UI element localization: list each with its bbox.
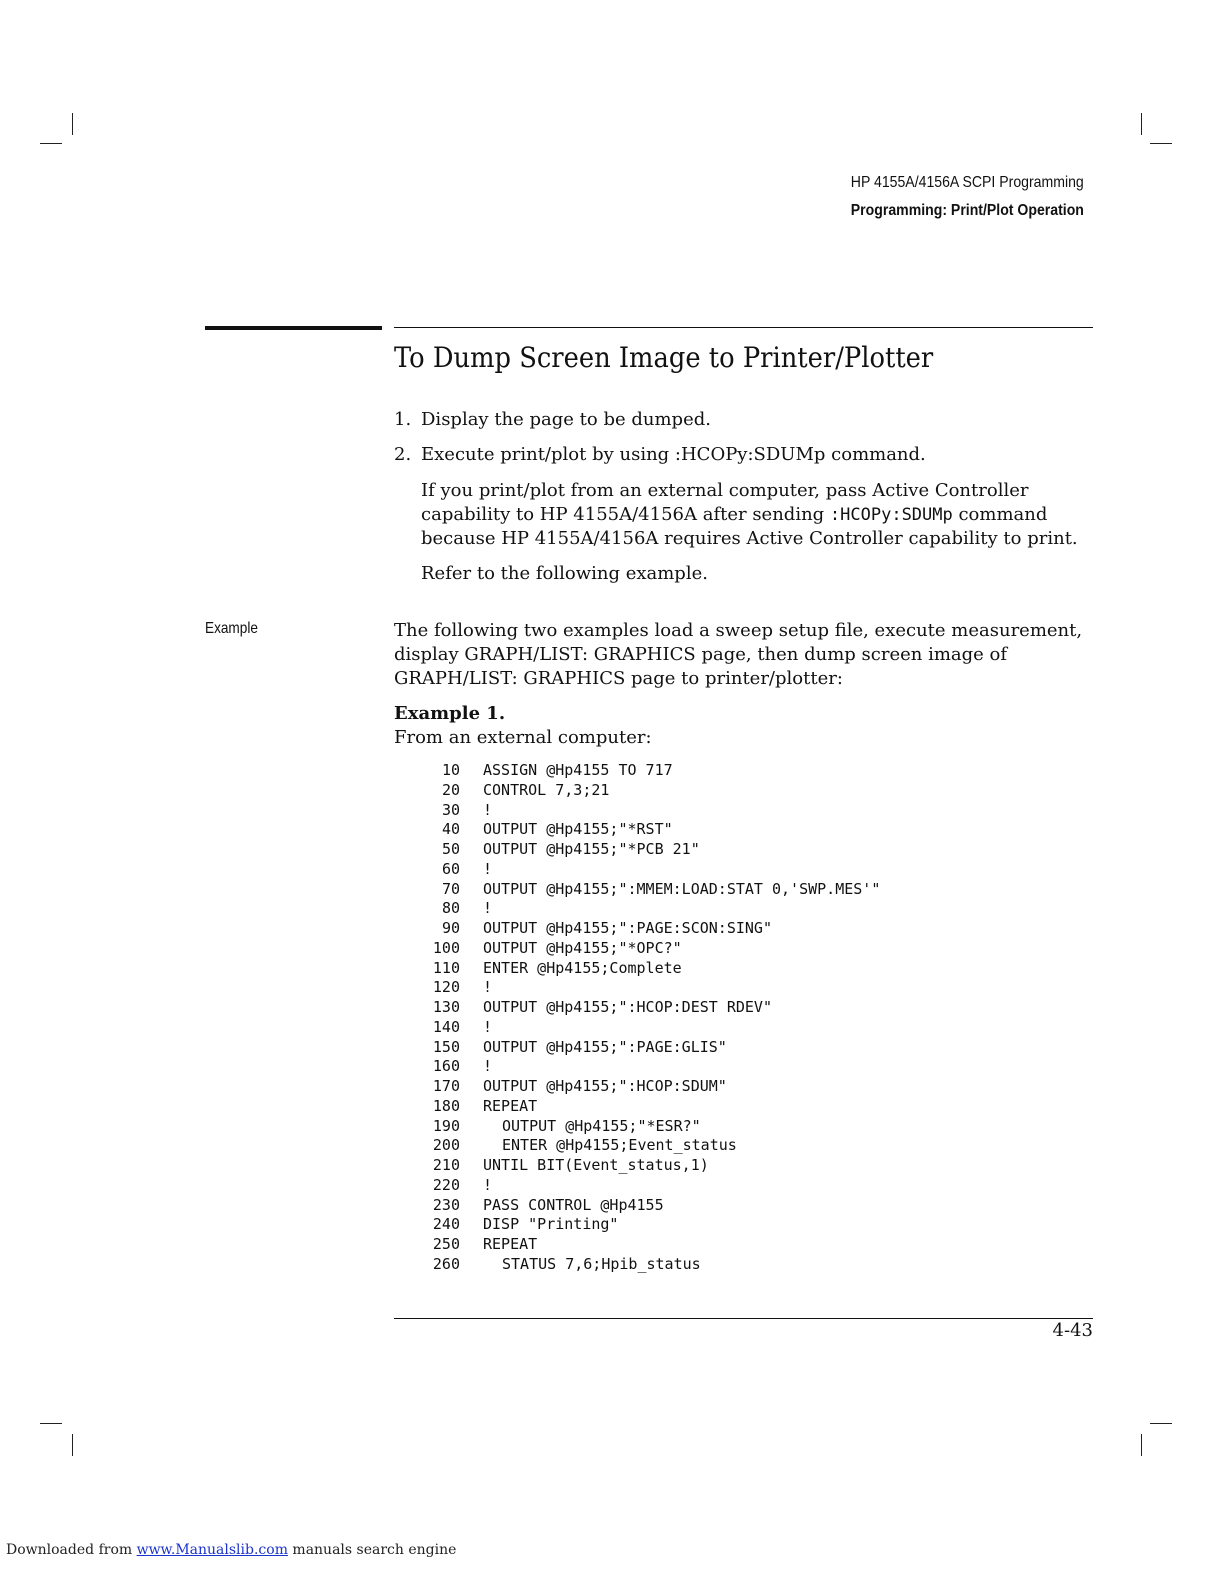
code-line-number: 200: [432, 1136, 460, 1155]
crop-mark-bottom-left-h: [40, 1423, 62, 1424]
footer-prefix: Downloaded from: [6, 1542, 137, 1558]
refer-paragraph: [421, 562, 1071, 586]
note-line: because HP 4155A/4156A requires Active Controller capability to print.: [421, 528, 1078, 549]
code-line-number: 40: [441, 820, 460, 839]
code-line-text: DISP "Printing": [483, 1215, 619, 1234]
example-intro-line: GRAPH/LIST: GRAPHICS page to printer/plotter:: [394, 668, 843, 689]
section-title: To Dump Screen Image to Printer/Plotter: [394, 341, 934, 374]
code-line-text: OUTPUT @Hp4155;":HCOP:DEST RDEV": [483, 998, 772, 1016]
code-line-number: 50: [441, 840, 460, 858]
code-line-text: UNTIL BIT(Event_status,1): [483, 1156, 709, 1174]
crop-mark-top-right-v: [1141, 113, 1142, 135]
code-line-text: OUTPUT @Hp4155;":PAGE:GLIS": [483, 1037, 727, 1056]
code-line-number: 20: [441, 780, 460, 799]
code-line-text: OUTPUT @Hp4155;"*RST": [483, 820, 673, 839]
note-line: [421, 503, 1071, 527]
code-line-text: PASS CONTROL @Hp4155: [483, 1195, 664, 1214]
code-line-number: 10: [441, 761, 460, 779]
code-line-text: CONTROL 7,3;21: [483, 780, 610, 799]
example-intro: [394, 619, 1082, 691]
code-line-number: 170: [432, 1077, 460, 1095]
code-line-number: 160: [432, 1057, 460, 1076]
step-text: Display the page to be dumped.: [421, 409, 711, 430]
code-line-number: 100: [432, 938, 460, 957]
code-line-number: 190: [432, 1116, 460, 1135]
code-line-number: 80: [441, 899, 460, 918]
section-rule-thin: [394, 327, 1093, 328]
crop-mark-bottom-left-v: [72, 1434, 73, 1456]
code-line-number: 120: [432, 978, 460, 997]
crop-mark-bottom-right-v: [1141, 1434, 1142, 1456]
code-line-text: REPEAT: [483, 1235, 538, 1253]
code-line-text: OUTPUT @Hp4155;"*OPC?": [483, 938, 682, 957]
step-number: 2.: [394, 444, 412, 465]
example-subheading: From an external computer:: [394, 727, 652, 748]
code-line-text: ASSIGN @Hp4155 TO 717: [483, 761, 673, 779]
code-line-text: ENTER @Hp4155;Event_status: [502, 1136, 737, 1155]
code-line-text: OUTPUT @Hp4155;"*ESR?": [502, 1116, 701, 1135]
code-line-number: 130: [432, 998, 460, 1016]
code-line-text: !: [483, 859, 493, 878]
code-line-number: 60: [441, 859, 460, 878]
code-line-number: 230: [432, 1195, 460, 1214]
code-line-number: 180: [432, 1096, 460, 1115]
code-line-text: REPEAT: [483, 1096, 538, 1115]
code-line-text: !: [483, 899, 493, 918]
code-line-text: !: [483, 1057, 493, 1076]
example-intro-line: The following two examples load a sweep setup file, execute measurement,: [394, 620, 1083, 641]
code-line-text: OUTPUT @Hp4155;":HCOP:SDUM": [483, 1077, 727, 1095]
code-line-text: !: [483, 978, 493, 997]
step-item: [0, 443, 1224, 467]
footer-rule: [394, 1318, 1093, 1319]
note-line: If you print/plot from an external computer, pass Active Controller: [421, 480, 1029, 501]
code-line-number: 220: [432, 1175, 460, 1194]
footer-suffix: manuals search engine: [287, 1542, 457, 1558]
code-line-number: 150: [432, 1037, 460, 1056]
code-line-number: 90: [441, 919, 460, 937]
code-line-number: 260: [432, 1254, 460, 1273]
note-text: capability to HP 4155A/4156A after sending: [421, 504, 830, 525]
example-heading: Example 1.: [394, 703, 506, 724]
step-item: [0, 408, 1224, 432]
inline-code: :HCOPy:SDUMp: [829, 505, 953, 525]
code-line-text: ENTER @Hp4155;Complete: [483, 958, 682, 977]
crop-mark-top-left-v: [72, 113, 73, 135]
example-side-label: Example: [205, 620, 258, 637]
page-number: 4-43: [1052, 1320, 1093, 1341]
code-line-number: 110: [432, 958, 460, 977]
code-line-text: OUTPUT @Hp4155;"*PCB 21": [483, 840, 700, 858]
example-intro-line: display GRAPH/LIST: GRAPHICS page, then dump screen image of: [394, 644, 1008, 665]
step-number: 1.: [394, 409, 412, 430]
code-line-text: STATUS 7,6;Hpib_status: [502, 1254, 701, 1273]
code-line-text: !: [483, 1017, 493, 1036]
note-paragraph: [421, 479, 1078, 551]
running-header-title: HP 4155A/4156A SCPI Programming: [851, 174, 1084, 191]
code-line-number: 240: [432, 1215, 460, 1234]
code-line-number: 30: [441, 800, 460, 819]
code-line-number: 210: [432, 1156, 460, 1174]
section-rule-thick: [205, 326, 382, 330]
step-text: Execute print/plot by using :HCOPy:SDUMp command.: [421, 444, 926, 465]
code-line-number: 250: [432, 1235, 460, 1253]
refer-text: Refer to the following example.: [421, 563, 708, 584]
download-footer: [6, 1542, 456, 1558]
code-line-text: OUTPUT @Hp4155;":MMEM:LOAD:STAT 0,'SWP.MES'": [483, 879, 881, 898]
crop-mark-bottom-right-h: [1150, 1423, 1172, 1424]
crop-mark-top-right-h: [1150, 143, 1172, 144]
code-line-text: !: [483, 1175, 493, 1194]
code-line-text: !: [483, 800, 493, 819]
code-line-text: OUTPUT @Hp4155;":PAGE:SCON:SING": [483, 919, 772, 937]
running-header-section: Programming: Print/Plot Operation: [850, 202, 1084, 219]
code-line-number: 70: [441, 879, 460, 898]
note-text: command: [952, 504, 1048, 525]
manualslib-link[interactable]: www.Manualslib.com: [136, 1542, 288, 1558]
crop-mark-top-left-h: [40, 143, 62, 144]
code-line-number: 140: [432, 1017, 460, 1036]
